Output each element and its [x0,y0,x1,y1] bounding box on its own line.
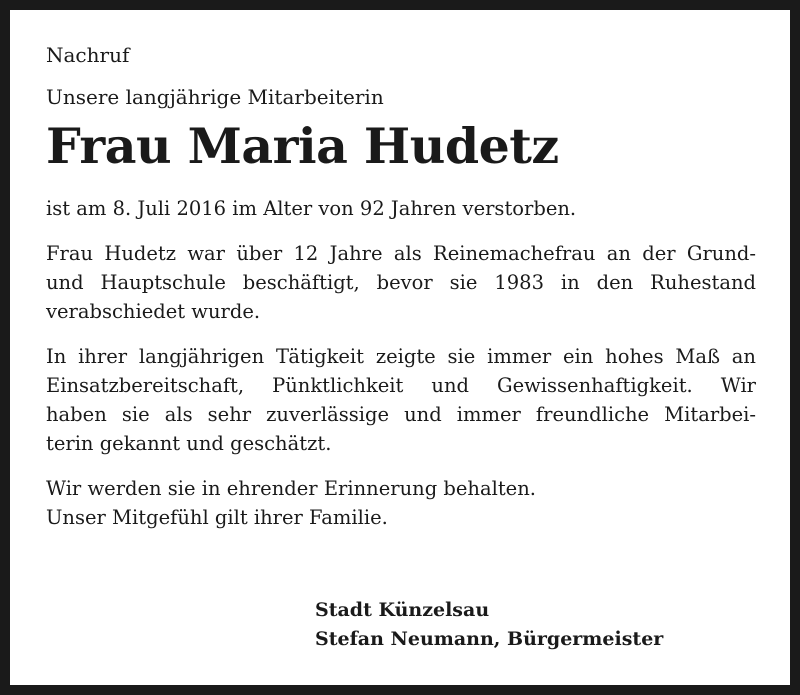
text-line: verabschiedet wurde. [46,300,261,323]
signature-block [315,596,663,654]
paragraph-closing [46,474,756,532]
intro-line: Unsere langjährige Mitarbeiterin [46,85,384,109]
deceased-name: Frau Maria Hudetz [46,117,559,175]
text-line: und Hauptschule beschäftigt, bevor sie 1983 in den Ruhestand [46,271,756,294]
text-line: terin gekannt und geschätzt. [46,432,332,455]
text-line: Frau Hudetz war über 12 Jahre als Reinemachefrau an der Grund- [46,242,756,265]
text-line: Wir werden sie in ehrender Erinnerung behalten. [46,477,536,500]
notice-body [46,42,756,548]
paragraph-employment [46,239,756,326]
text-line: In ihrer langjährigen Tätigkeit zeigte sie immer ein hohes Maß an [46,345,756,368]
text-line: haben sie als sehr zuverlässige und immer freundliche Mitarbei- [46,403,756,426]
notice-label: Nachruf [46,43,130,67]
text-line: Einsatzbereitschaft, Pünktlichkeit und Gewissenhaftigkeit. Wir [46,374,756,397]
signature-organization: Stadt Künzelsau [315,599,490,621]
signature-person: Stefan Neumann, Bürgermeister [315,628,664,650]
death-statement: ist am 8. Juli 2016 im Alter von 92 Jahren verstorben. [46,197,577,220]
text-line: Unser Mitgefühl gilt ihrer Familie. [46,506,388,529]
paragraph-tribute [46,342,756,458]
